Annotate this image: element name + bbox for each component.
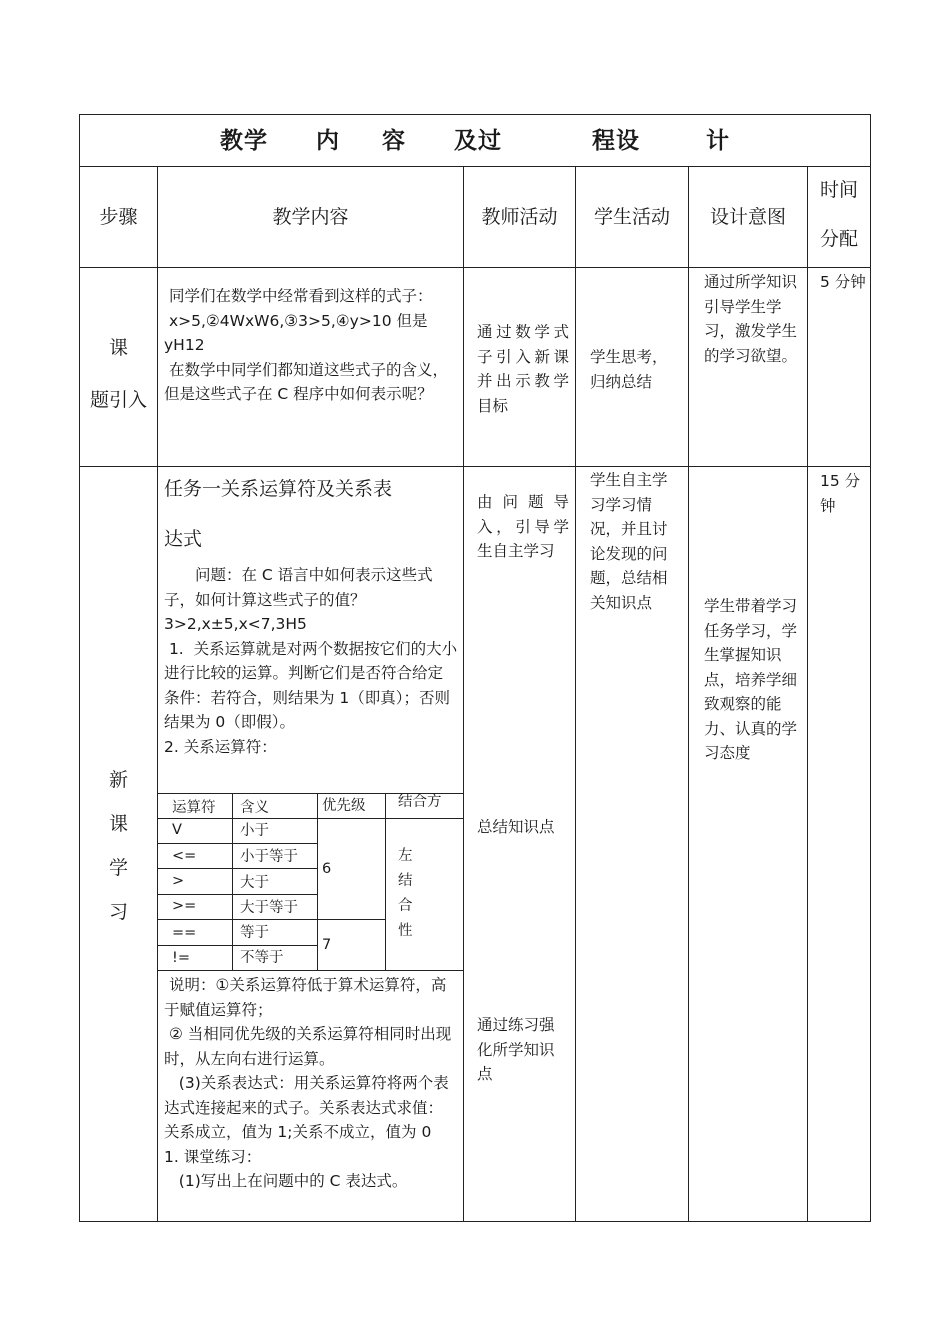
op-priority-group-a: 6 bbox=[322, 861, 332, 877]
header-student: 学生活动 bbox=[593, 206, 670, 228]
row1-teacher: 通过数学式子引入新课并出示教学目标 bbox=[477, 323, 569, 415]
row2-teacher-intro: 由问题导入，引导学生自主学习 bbox=[477, 493, 569, 560]
table-border-left bbox=[79, 114, 80, 1222]
row1-design: 通过所学知识引导学生学习，激发学生的学习欲望。 bbox=[704, 273, 798, 365]
op-meaning: 等于 bbox=[240, 925, 269, 941]
header-content: 教学内容 bbox=[272, 206, 349, 228]
row2-time: 15 分钟 bbox=[820, 472, 861, 515]
op-meaning: 小于 bbox=[240, 823, 269, 839]
op-symbol: > bbox=[172, 873, 185, 889]
table-border-top bbox=[79, 114, 871, 115]
op-header-assoc: 结合方 bbox=[398, 794, 442, 810]
row1-time: 5 分钟 bbox=[820, 273, 866, 291]
row2-content-bottom: 说明：①关系运算符低于算术运算符，高于赋值运算符； ② 当相同优先级的关系运算符相同时出现时，从左向右进行运算。 (3)关系表达式：用关系运算符将两个表达式连接起来的式子。关系表达式求值：关系成立，值为 1;关系不成立，值为 0 1. 课堂练习： (1)写出上在问题中的 C 表达式。 bbox=[164, 976, 452, 1190]
column-rule bbox=[575, 166, 576, 1222]
task-title: 任务一关系运算符及关系表 达式 bbox=[164, 478, 393, 550]
op-priority-group-b: 7 bbox=[322, 937, 332, 953]
op-meaning: 不等于 bbox=[240, 950, 284, 966]
column-rule bbox=[807, 166, 808, 1222]
op-symbol: == bbox=[172, 925, 197, 941]
column-rule bbox=[688, 166, 689, 1222]
row2-step: 新 课 学 习 bbox=[108, 769, 128, 923]
column-rule bbox=[157, 166, 158, 1222]
header-step: 步骤 bbox=[99, 206, 138, 228]
op-header-operator: 运算符 bbox=[172, 800, 216, 816]
row2-teacher-practice: 通过练习强化所学知识点 bbox=[477, 1016, 555, 1083]
op-meaning: 小于等于 bbox=[240, 849, 298, 865]
row1-step: 课 题引入 bbox=[89, 337, 147, 411]
op-assoc: 左 结 合 性 bbox=[398, 848, 413, 939]
row1-content: 同学们在数学中经常看到这样的式子： x>5,②4WxW6,③3>5,④y>10 但是yH12 在数学中同学们都知道这些式子的含义，但是这些式子在 C 程序中如何表示呢？ bbox=[164, 287, 448, 403]
table-rule bbox=[79, 267, 871, 268]
op-header-priority: 优先级 bbox=[322, 798, 366, 814]
op-table-col-rule bbox=[385, 793, 386, 970]
op-meaning: 大于等于 bbox=[240, 900, 298, 916]
row2-student: 学生自主学习学习情况，并且讨论发现的问题，总结相关知识点 bbox=[590, 471, 668, 612]
table-border-right bbox=[870, 114, 871, 1222]
op-table-col-rule bbox=[232, 793, 233, 970]
op-meaning: 大于 bbox=[240, 875, 269, 891]
row2-content-top: 问题：在 C 语言中如何表示这些式子，如何计算这些式子的值？3>2,x±5,x<7,3H5 1. 关系运算就是对两个数据按它们的大小进行比较的运算。判断它们是否符合给定条件：若符合，则结果为 1（即真）；否则结果为 0（即假）。 2. 关系运算符： bbox=[164, 566, 458, 756]
op-symbol: V bbox=[172, 822, 182, 838]
row2-design: 学生带着学习任务学习，学生掌握知识点，培养学细致观察的能力、认真的学习态度 bbox=[704, 597, 798, 762]
table-border-bottom bbox=[79, 1221, 871, 1222]
op-header-meaning: 含义 bbox=[240, 800, 269, 816]
header-time: 时间 分配 bbox=[819, 179, 858, 250]
row2-teacher-summary: 总结知识点 bbox=[477, 818, 555, 836]
column-rule bbox=[463, 166, 464, 1222]
op-symbol: != bbox=[172, 950, 190, 966]
op-symbol: <= bbox=[172, 848, 197, 864]
op-table-col-rule bbox=[317, 793, 318, 970]
op-table-rule bbox=[157, 970, 464, 971]
header-design: 设计意图 bbox=[709, 206, 786, 228]
header-teacher: 教师活动 bbox=[481, 206, 558, 228]
table-rule bbox=[79, 166, 871, 167]
row1-student: 学生思考，归纳总结 bbox=[590, 348, 668, 391]
table-title: 教学 内 容 及过 程设 计 bbox=[219, 128, 731, 154]
op-symbol: >= bbox=[172, 898, 197, 914]
